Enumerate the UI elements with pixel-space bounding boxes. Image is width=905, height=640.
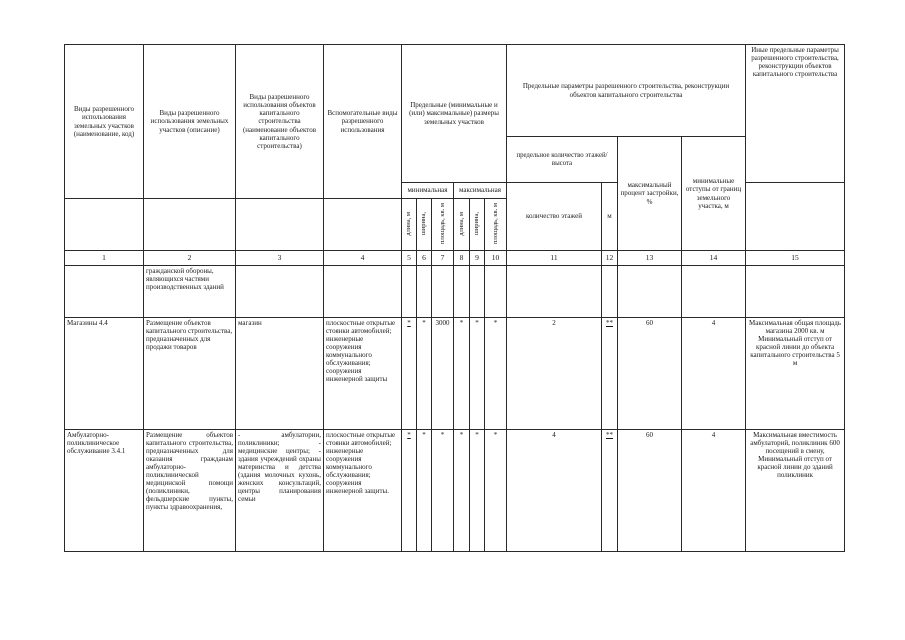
column-number-row	[65, 251, 845, 266]
col-num: 5	[402, 251, 417, 266]
cell-max-area: *	[485, 430, 507, 552]
header-max-area: площадь, кв. м	[491, 202, 499, 244]
cell-other-params	[746, 266, 845, 318]
cell-height-m	[602, 266, 618, 318]
header-max-building-percent: максимальный процент застройки, %	[618, 137, 682, 251]
cell-max-length	[454, 266, 470, 318]
cell-max-length: *	[454, 318, 470, 430]
header-min-width: ширина,	[420, 211, 428, 236]
cell-floor-count: 4	[507, 430, 602, 552]
header-min-length: длина, м	[405, 211, 413, 236]
cell-min-setback	[682, 266, 746, 318]
cell-other-params: Максимальная вместимость амбулаторий, поликлиник 600 посещений в смену, Минимальный отступ от красной линии до зданий поликлиник	[746, 430, 845, 552]
header-meters: м	[602, 183, 618, 251]
cell-min-width	[417, 266, 432, 318]
cell-max-width	[470, 266, 485, 318]
cell-auxiliary-use: плоскостные открытые стоянки автомобилей; инженерные сооружения коммунального обслуживания; сооружения инженерной защиты	[324, 318, 402, 430]
col-num: 4	[324, 251, 402, 266]
header-other-params: Иные предельные параметры разрешенного строительства, реконструкции объектов капитального строительства	[746, 45, 845, 183]
header-auxiliary-use: Вспомогательные виды разрешенного использования	[324, 45, 402, 199]
header-minimum: минимальная	[402, 183, 454, 199]
table-row	[65, 266, 845, 318]
cell-floor-count: 2	[507, 318, 602, 430]
cell-min-width: *	[417, 318, 432, 430]
header-min-area: площадь, кв. м	[438, 202, 446, 244]
cell-max-width: *	[470, 318, 485, 430]
header-construction-params: Предельные параметры разрешенного строительства, реконструкции объектов капитального строительства	[507, 45, 746, 137]
col-num: 10	[485, 251, 507, 266]
cell-floor-count	[507, 266, 602, 318]
table-row	[65, 318, 845, 430]
cell-height-m: **	[602, 318, 618, 430]
col-num: 9	[470, 251, 485, 266]
col-num: 2	[144, 251, 236, 266]
header-capital-construction-use: Виды разрешенного использования объектов капитального строительства (наименование объектов капитального строительства)	[236, 45, 324, 199]
table-row	[65, 430, 845, 552]
col-num: 12	[602, 251, 618, 266]
col-num: 7	[432, 251, 454, 266]
cell-min-length	[402, 266, 417, 318]
col-num: 3	[236, 251, 324, 266]
col-num: 1	[65, 251, 144, 266]
header-floor-count: количество этажей	[507, 183, 602, 251]
cell-land-use-description: Размещение объектов капитального строительства, предназначенных для оказания гражданам амбулаторно-поликлинической медицинской помощи (поликлиники, фельдшерские пункты, пункты здравоохранения,	[144, 430, 236, 552]
cell-min-area	[432, 266, 454, 318]
cell-min-area: 3000	[432, 318, 454, 430]
cell-height-m: **	[602, 430, 618, 552]
cell-capital-use: магазин	[236, 318, 324, 430]
cell-max-area	[485, 266, 507, 318]
cell-land-use-description: Размещение объектов капитального строительства, предназначенных для продажи товаров	[144, 318, 236, 430]
cell-max-area: *	[485, 318, 507, 430]
land-use-regulation-table	[64, 44, 845, 552]
cell-min-length: *	[402, 318, 417, 430]
regulation-table-page	[64, 44, 844, 552]
cell-max-length: *	[454, 430, 470, 552]
header-plot-size-limits: Предельные (минимальные и (или) максимальные) размеры земельных участков	[402, 45, 507, 183]
cell-auxiliary-use: плоскостные открытые стоянки автомобилей; инженерные сооружения коммунального обслуживания; сооружения инженерной защиты.	[324, 430, 402, 552]
cell-land-use-name: Амбулаторно-поликлиническое обслуживание 3.4.1	[65, 430, 144, 552]
header-max-length: длина, м	[457, 211, 465, 236]
header-land-use-name: Виды разрешенного использования земельных участков (наименование, код)	[65, 45, 144, 199]
cell-min-area: *	[432, 430, 454, 552]
col-num: 8	[454, 251, 470, 266]
cell-capital-use	[236, 266, 324, 318]
col-num: 6	[417, 251, 432, 266]
cell-max-percent	[618, 266, 682, 318]
cell-auxiliary-use	[324, 266, 402, 318]
cell-max-percent: 60	[618, 430, 682, 552]
col-num: 11	[507, 251, 602, 266]
col-num: 15	[746, 251, 845, 266]
cell-min-setback: 4	[682, 318, 746, 430]
cell-min-setback: 4	[682, 430, 746, 552]
cell-max-width: *	[470, 430, 485, 552]
header-max-width: ширина,	[473, 211, 481, 236]
header-maximum: максимальная	[454, 183, 507, 199]
cell-land-use-name	[65, 266, 144, 318]
header-land-use-description: Виды разрешенного использования земельных участков (описание)	[144, 45, 236, 199]
header-floors-height: предельное количество этажей/высота	[507, 137, 618, 183]
cell-land-use-name: Магазины 4.4	[65, 318, 144, 430]
header-min-setback: минимальные отступы от границ земельного участка, м	[682, 137, 746, 251]
cell-max-percent: 60	[618, 318, 682, 430]
cell-min-width: *	[417, 430, 432, 552]
cell-other-params: Максимальная общая площадь магазина 2000 кв. м Минимальный отступ от красной линии до объекта капитального строительства 5 м	[746, 318, 845, 430]
header-other-params-cont	[746, 183, 845, 251]
col-num: 13	[618, 251, 682, 266]
cell-land-use-description: гражданской обороны, являющихся частями производственных зданий	[144, 266, 236, 318]
cell-capital-use: - амбулатории, поликлиники; - медицинские центры; - здания учреждений охраны материнства и детства (здания молочных кухонь, женских консультаций, центры планирования семьи	[236, 430, 324, 552]
col-num: 14	[682, 251, 746, 266]
cell-min-length: *	[402, 430, 417, 552]
